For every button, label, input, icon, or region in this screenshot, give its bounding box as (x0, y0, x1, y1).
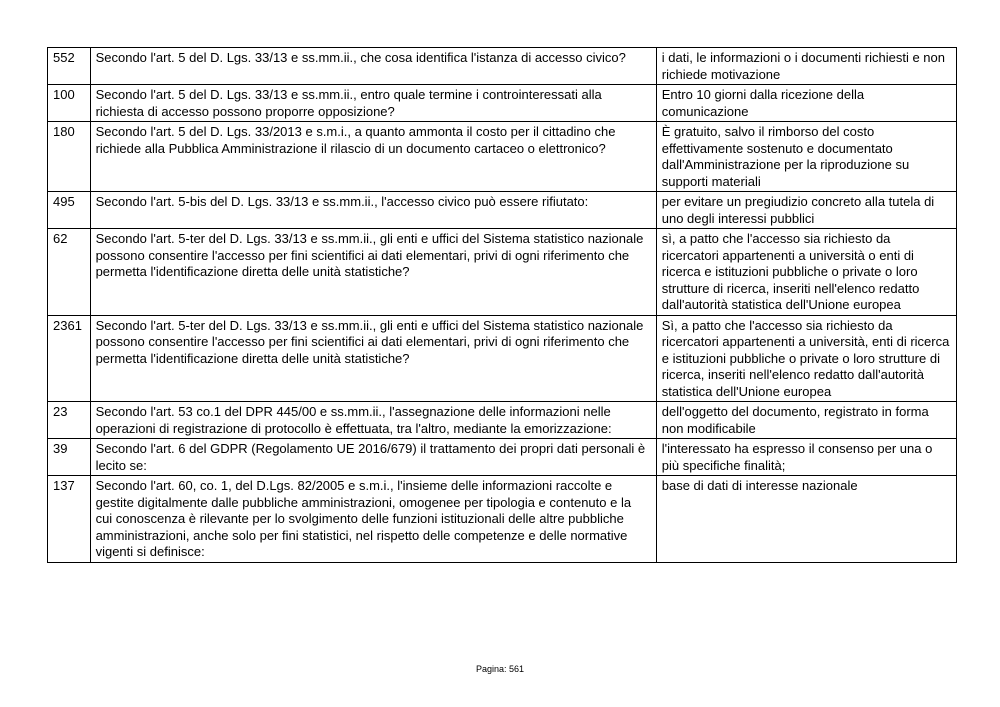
question-text-cell: Secondo l'art. 5-bis del D. Lgs. 33/13 e ss.mm.ii., l'accesso civico può essere rifiutato: (90, 192, 656, 229)
question-id-cell: 23 (48, 402, 91, 439)
question-text-cell: Secondo l'art. 60, co. 1, del D.Lgs. 82/2005 e s.m.i., l'insieme delle informazioni raccolte e gestite digitalmente dalle pubbliche amministrazioni, omogenee per tipologia e contenuto e la cui conoscenza è rilevante per lo svolgimento delle funzioni istituzionali delle altre pubbliche amministrazioni, anche solo per fini statistici, nel rispetto delle competenze e delle normative vigenti si definisce: (90, 476, 656, 563)
table-row (48, 85, 957, 122)
table-row (48, 229, 957, 316)
table-row (48, 192, 957, 229)
table-row (48, 122, 957, 192)
question-text-cell: Secondo l'art. 5 del D. Lgs. 33/13 e ss.mm.ii., entro quale termine i controinteressati alla richiesta di accesso possono proporre opposizione? (90, 85, 656, 122)
question-id-cell: 180 (48, 122, 91, 192)
question-text-cell: Secondo l'art. 5 del D. Lgs. 33/2013 e s.m.i., a quanto ammonta il costo per il cittadino che richiede alla Pubblica Amministrazione il rilascio di un documento cartaceo o elettronico? (90, 122, 656, 192)
question-table (47, 47, 957, 563)
question-id-cell: 495 (48, 192, 91, 229)
question-id-cell: 137 (48, 476, 91, 563)
answer-text-cell: per evitare un pregiudizio concreto alla tutela di uno degli interessi pubblici (656, 192, 956, 229)
question-text-cell: Secondo l'art. 5 del D. Lgs. 33/13 e ss.mm.ii., che cosa identifica l'istanza di accesso civico? (90, 48, 656, 85)
question-id-cell: 62 (48, 229, 91, 316)
question-id-cell: 2361 (48, 315, 91, 402)
answer-text-cell: È gratuito, salvo il rimborso del costo effettivamente sostenuto e documentato dall'Amministrazione per la riproduzione su supporti materiali (656, 122, 956, 192)
table-row (48, 315, 957, 402)
question-text-cell: Secondo l'art. 5-ter del D. Lgs. 33/13 e ss.mm.ii., gli enti e uffici del Sistema statistico nazionale possono consentire l'accesso per fini scientifici ai dati elementari, privi di ogni riferimento che permetta l'identificazione diretta delle unità statistiche? (90, 315, 656, 402)
table-row (48, 476, 957, 563)
question-id-cell: 552 (48, 48, 91, 85)
answer-text-cell: l'interessato ha espresso il consenso per una o più specifiche finalità; (656, 439, 956, 476)
question-text-cell: Secondo l'art. 5-ter del D. Lgs. 33/13 e ss.mm.ii., gli enti e uffici del Sistema statistico nazionale possono consentire l'accesso per fini scientifici ai dati elementari, privi di ogni riferimento che permetta l'identificazione diretta delle unità statistiche? (90, 229, 656, 316)
answer-text-cell: Sì, a patto che l'accesso sia richiesto da ricercatori appartenenti a università, enti di ricerca e istituzioni pubbliche o private o loro strutture di ricerca, inseriti nell'elenco redatto dall'autorità statistica dell'Unione europea (656, 315, 956, 402)
answer-text-cell: base di dati di interesse nazionale (656, 476, 956, 563)
question-id-cell: 100 (48, 85, 91, 122)
question-text-cell: Secondo l'art. 53 co.1 del DPR 445/00 e ss.mm.ii., l'assegnazione delle informazioni nelle operazioni di registrazione di protocollo è effettuata, tra l'altro, mediante la emorizzazione: (90, 402, 656, 439)
table-row (48, 402, 957, 439)
answer-text-cell: sì, a patto che l'accesso sia richiesto da ricercatori appartenenti a università o enti di ricerca e istituzioni pubbliche o private o loro strutture di ricerca, inseriti nell'elenco redatto dall'autorità statistica dell'Unione europea (656, 229, 956, 316)
answer-text-cell: i dati, le informazioni o i documenti richiesti e non richiede motivazione (656, 48, 956, 85)
table-row (48, 48, 957, 85)
answer-text-cell: dell'oggetto del documento, registrato in forma non modificabile (656, 402, 956, 439)
answer-text-cell: Entro 10 giorni dalla ricezione della comunicazione (656, 85, 956, 122)
table-row (48, 439, 957, 476)
question-text-cell: Secondo l'art. 6 del GDPR (Regolamento UE 2016/679) il trattamento dei propri dati personali è lecito se: (90, 439, 656, 476)
page-number: Pagina: 561 (475, 664, 525, 674)
question-id-cell: 39 (48, 439, 91, 476)
